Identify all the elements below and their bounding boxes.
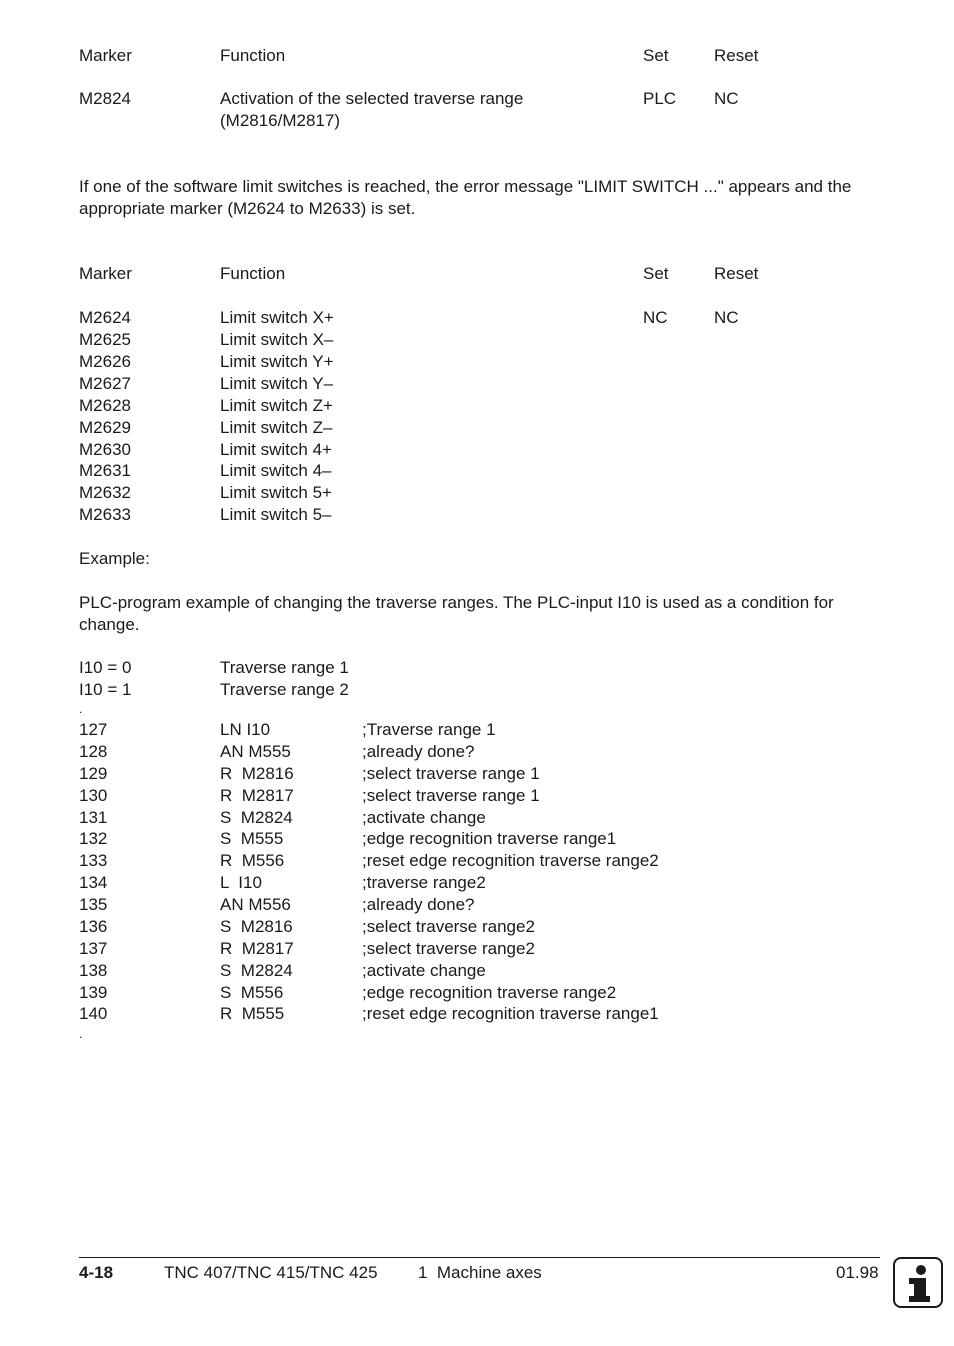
program-comment: ;Traverse range 1: [362, 720, 496, 739]
program-instruction: S M2824: [220, 808, 293, 827]
table2-header-set: Set: [643, 264, 669, 283]
table2-function: Limit switch X–: [220, 330, 334, 349]
table1-set: PLC: [643, 89, 677, 108]
program-comment: ;reset edge recognition traverse range2: [362, 851, 659, 870]
footer-model: TNC 407/TNC 415/TNC 425: [164, 1263, 378, 1282]
program-comment: ;edge recognition traverse range1: [362, 829, 617, 848]
program-instruction: S M2824: [220, 961, 293, 980]
program-comment: ;already done?: [362, 742, 475, 761]
program-line-number: 132: [79, 829, 108, 848]
program-comment: ;activate change: [362, 808, 486, 827]
program-instruction: S M556: [220, 983, 284, 1002]
program-comment: ;select traverse range 1: [362, 764, 540, 783]
table2-function: Limit switch Z–: [220, 418, 333, 437]
table2-function: Limit switch 4+: [220, 440, 332, 459]
example-label: Example:: [79, 549, 150, 568]
program-comment: ;traverse range2: [362, 873, 486, 892]
program-line-number: 130: [79, 786, 108, 805]
program-line-number: 140: [79, 1004, 108, 1023]
table1-header-set: Set: [643, 46, 669, 65]
program-line-number: 133: [79, 851, 108, 870]
table2-marker: M2629: [79, 418, 131, 437]
table1-function-line1: Activation of the selected traverse range: [220, 89, 524, 108]
table1-header-marker: Marker: [79, 46, 132, 65]
footer-rule: [79, 1257, 880, 1258]
table2-set: NC: [643, 308, 668, 327]
program-line-number: 129: [79, 764, 108, 783]
program-instruction: R M555: [220, 1004, 285, 1023]
table2-marker: M2627: [79, 374, 131, 393]
program-instruction: L I10: [220, 873, 262, 892]
table1-marker: M2824: [79, 89, 131, 108]
program-instruction: AN M555: [220, 742, 291, 761]
table2-marker: M2632: [79, 483, 131, 502]
info-icon: [893, 1257, 943, 1308]
program-instruction: R M2816: [220, 764, 294, 783]
program-instruction: LN I10: [220, 720, 271, 739]
program-line-number: 138: [79, 961, 108, 980]
program-line-number: 135: [79, 895, 108, 914]
program-instruction: S M555: [220, 829, 284, 848]
condition-value: I10 = 0: [79, 658, 132, 677]
program-line-number: 137: [79, 939, 108, 958]
program-instruction: R M2817: [220, 786, 294, 805]
program-line-number: 128: [79, 742, 108, 761]
table2-marker: M2624: [79, 308, 131, 327]
table2-marker: M2628: [79, 396, 131, 415]
limit-switch-paragraph: If one of the software limit switches is reached, the error message "LIMIT SWITCH ..." appears and the appropriate marker (M2624 to M2633) is set.: [79, 177, 852, 218]
program-comment: ;already done?: [362, 895, 475, 914]
ellipsis-dot: .: [79, 702, 83, 716]
footer-date: 01.98: [836, 1263, 879, 1282]
ellipsis-dot: .: [79, 1027, 83, 1041]
program-comment: ;activate change: [362, 961, 486, 980]
program-comment: ;select traverse range2: [362, 939, 535, 958]
table2-header-reset: Reset: [714, 264, 759, 283]
program-comment: ;select traverse range2: [362, 917, 535, 936]
program-comment: ;select traverse range 1: [362, 786, 540, 805]
footer-chapter: 1 Machine axes: [418, 1263, 542, 1282]
table2-function: Limit switch 5–: [220, 505, 332, 524]
program-line-number: 134: [79, 873, 108, 892]
program-line-number: 139: [79, 983, 108, 1002]
table2-marker: M2633: [79, 505, 131, 524]
program-instruction: S M2816: [220, 917, 293, 936]
program-line-number: 131: [79, 808, 108, 827]
table2-marker: M2625: [79, 330, 131, 349]
example-paragraph: PLC-program example of changing the traverse ranges. The PLC-input I10 is used as a condition for change.: [79, 593, 834, 634]
page-number: 4-18: [79, 1263, 114, 1282]
program-instruction: AN M556: [220, 895, 291, 914]
program-instruction: R M2817: [220, 939, 294, 958]
program-comment: ;reset edge recognition traverse range1: [362, 1004, 659, 1023]
table2-marker: M2626: [79, 352, 131, 371]
table2-header-marker: Marker: [79, 264, 132, 283]
table1-reset: NC: [714, 89, 739, 108]
program-line-number: 127: [79, 720, 108, 739]
table2-marker: M2631: [79, 461, 131, 480]
condition-value: I10 = 1: [79, 680, 132, 699]
table2-function: Limit switch Y+: [220, 352, 334, 371]
program-comment: ;edge recognition traverse range2: [362, 983, 617, 1002]
table2-function: Limit switch 5+: [220, 483, 332, 502]
table2-reset: NC: [714, 308, 739, 327]
table2-header-function: Function: [220, 264, 286, 283]
table2-function: Limit switch X+: [220, 308, 334, 327]
table1-header-reset: Reset: [714, 46, 759, 65]
table2-function: Limit switch 4–: [220, 461, 332, 480]
table2-function: Limit switch Z+: [220, 396, 333, 415]
condition-description: Traverse range 2: [220, 680, 349, 699]
program-instruction: R M556: [220, 851, 285, 870]
condition-description: Traverse range 1: [220, 658, 349, 677]
table2-marker: M2630: [79, 440, 131, 459]
table1-header-function: Function: [220, 46, 286, 65]
table2-function: Limit switch Y–: [220, 374, 334, 393]
program-line-number: 136: [79, 917, 108, 936]
table1-function-line2: (M2816/M2817): [220, 111, 341, 130]
